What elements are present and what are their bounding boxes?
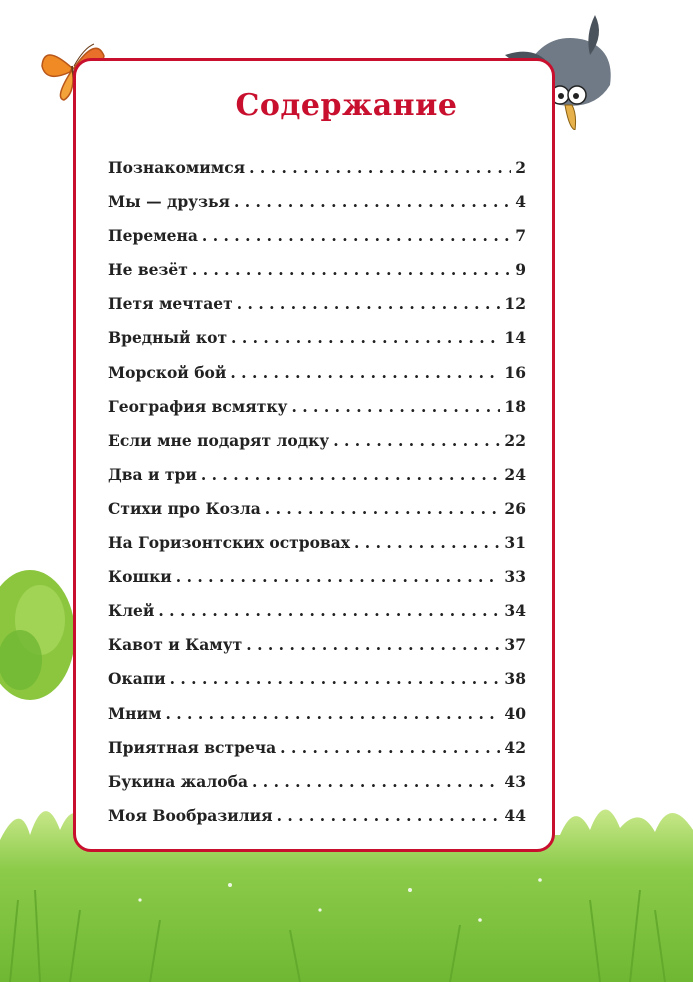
toc-leader-dots [252,772,500,791]
toc-entry-title: Не везёт [108,260,188,280]
page-title: Содержание [235,88,458,123]
toc-entry-title: Мы — друзья [108,192,230,212]
toc-leader-dots [202,226,511,245]
toc-entry[interactable] [108,328,526,362]
table-of-contents [108,158,526,840]
toc-entry-page: 44 [504,805,526,825]
toc-entry-page: 2 [515,158,526,177]
toc-entry-title: Познакомимся [108,158,246,177]
toc-entry-title: Окапи [108,669,166,689]
toc-leader-dots [354,533,500,552]
toc-entry-page: 33 [504,567,526,587]
toc-entry-page: 26 [504,498,526,518]
toc-entry-title: Букина жалоба [108,771,248,791]
toc-entry-page: 9 [515,260,526,280]
toc-entry[interactable] [108,567,526,601]
toc-leader-dots [291,397,500,416]
toc-leader-dots [176,567,501,586]
toc-entry-page: 42 [504,737,526,757]
toc-entry-page: 40 [504,703,526,723]
toc-entry[interactable] [108,738,526,772]
toc-entry-page: 24 [504,464,526,484]
toc-leader-dots [170,669,501,688]
toc-entry-title: Кошки [108,567,172,587]
toc-leader-dots [249,158,511,177]
toc-entry-page: 37 [504,635,526,655]
toc-entry-page: 34 [504,601,526,621]
toc-entry-title: Перемена [108,226,198,246]
toc-entry[interactable] [108,363,526,397]
toc-entry[interactable] [108,601,526,635]
toc-entry[interactable] [108,772,526,806]
toc-entry[interactable] [108,397,526,431]
toc-entry-page: 16 [504,362,526,382]
toc-entry[interactable] [108,260,526,294]
toc-leader-dots [192,260,511,279]
toc-leader-dots [237,294,501,313]
toc-entry-page: 18 [504,396,526,416]
toc-entry-title: Моя Вообразилия [108,805,273,825]
toc-leader-dots [265,499,501,518]
toc-entry-title: Мним [108,703,162,723]
toc-entry[interactable] [108,192,526,226]
toc-entry[interactable] [108,806,526,840]
toc-entry[interactable] [108,465,526,499]
toc-leader-dots [280,738,500,757]
toc-entry-title: Если мне подарят лодку [108,430,330,450]
toc-entry-title: Клей [108,601,155,621]
toc-leader-dots [231,328,500,347]
toc-entry-title: На Горизонтских островах [108,533,351,553]
toc-entry-title: Два и три [108,464,197,484]
toc-entry-title: Вредный кот [108,328,228,348]
toc-leader-dots [234,192,511,211]
toc-entry-title: Петя мечтает [108,294,233,314]
toc-entry[interactable] [108,669,526,703]
toc-entry-title: Стихи про Козла [108,498,261,518]
toc-entry-title: Морской бой [108,362,227,382]
toc-entry-title: География всмятку [108,396,288,416]
toc-entry[interactable] [108,158,526,192]
toc-leader-dots [201,465,501,484]
toc-entry[interactable] [108,499,526,533]
toc-entry-page: 4 [515,192,526,212]
toc-entry[interactable] [108,533,526,567]
toc-entry-page: 14 [504,328,526,348]
toc-leader-dots [230,363,500,382]
toc-leader-dots [158,601,500,620]
toc-leader-dots [277,806,501,825]
toc-entry[interactable] [108,635,526,669]
toc-entry-title: Приятная встреча [108,737,277,757]
toc-entry[interactable] [108,294,526,328]
toc-leader-dots [246,635,500,654]
toc-leader-dots [333,431,500,450]
toc-entry-page: 22 [504,430,526,450]
toc-entry[interactable] [108,704,526,738]
toc-entry-page: 7 [515,226,526,246]
toc-leader-dots [165,704,500,723]
bush-icon [0,560,80,710]
toc-entry-page: 31 [504,533,526,553]
toc-entry[interactable] [108,226,526,260]
toc-entry-title: Кавот и Камут [108,635,243,655]
toc-entry[interactable] [108,431,526,465]
toc-entry-page: 38 [504,669,526,689]
toc-entry-page: 12 [504,294,526,314]
toc-entry-page: 43 [504,771,526,791]
